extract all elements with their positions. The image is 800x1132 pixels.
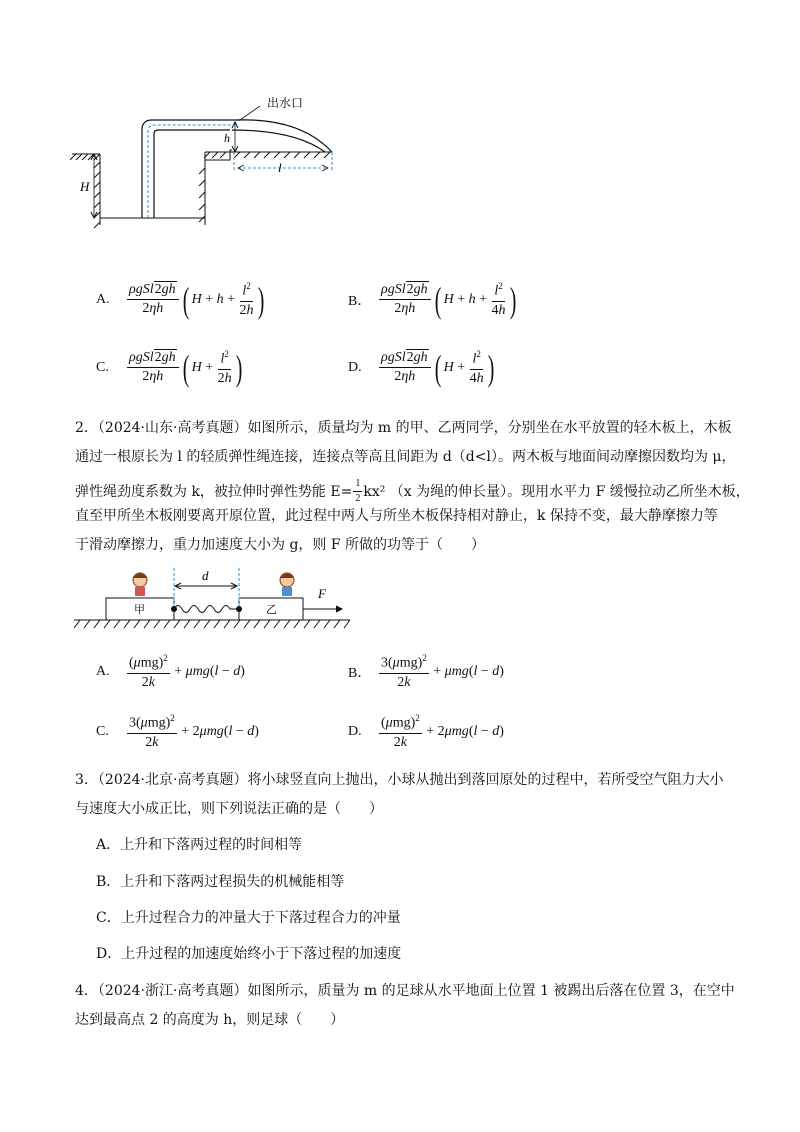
- q3-text-1: 将小球竖直向上抛出，小球从抛出到落回原处的过程中，若所受空气阻力大小: [247, 772, 724, 788]
- q1-option-d[interactable]: D. $\frac{\text{ρgSl2gh}}{2\eta h}$ ( H + $\frac{l^2}{4h}$ ): [348, 347, 494, 388]
- q1-option-b[interactable]: B． $\frac{\text{ρgSl2gh}}{2\eta h}$ ( H + h + $\frac{l^2}{4h}$ ): [348, 279, 516, 320]
- q2-text-1: 如图所示，质量均为 m 的甲、乙两同学，分别坐在水平放置的轻木板上，木板: [247, 420, 732, 436]
- student-yi-icon: [280, 573, 294, 596]
- q3-option-b[interactable]: B．上升和下落两过程损失的机械能相等: [96, 874, 345, 890]
- l-label: l: [278, 160, 282, 175]
- q2-line-3: [75, 479, 750, 504]
- q4-line-1: [75, 984, 735, 998]
- q2-line-2: 通过一根原长为 l 的轻质弹性绳连接，连接点等高且间距为 d（d<l）。两木板与地面间动摩擦因数均为 μ，: [75, 449, 736, 465]
- student-jia-icon: [133, 573, 147, 596]
- jia-label: 甲: [134, 603, 145, 616]
- q3-option-a[interactable]: A．上升和下落两过程的时间相等: [96, 837, 303, 853]
- q4-number: 4．: [75, 983, 98, 999]
- q2-option-a[interactable]: A. $\frac{(\mu mg)^2}{2k}$ + μmg ( l − d ): [96, 653, 245, 690]
- H-label: H: [80, 179, 90, 194]
- yi-label: 乙: [266, 603, 277, 616]
- q2-option-b[interactable]: B． $\frac{3(\mu mg)^2}{2k}$ + μmg ( l − d ): [348, 653, 504, 690]
- q2-text-3b: kx² （x 为绳的伸长量）。现用水平力 F 缓慢拉动乙所坐木板，: [363, 483, 750, 500]
- h-label: h: [224, 131, 230, 145]
- q1-option-a[interactable]: A. $\frac{\text{ρgSl2gh}}{2\eta h}$ ( H + h + $\frac{l^2}{2h}$ ): [96, 279, 264, 320]
- q2-line-5: 于滑动摩擦力，重力加速度大小为 g，则 F 所做的功等于（ ）: [75, 537, 486, 553]
- q2-source: （2024·山东·高考真题）: [97, 420, 248, 436]
- outlet-label: 出水口: [267, 96, 304, 110]
- F-label: F: [318, 586, 326, 601]
- q2-text-3a: 弹性绳劲度系数为 k，被拉伸时弹性势能 E=: [75, 483, 353, 500]
- boards-figure: [74, 566, 364, 632]
- q4-line-2: 达到最高点 2 的高度为 h，则足球（ ）: [75, 1012, 345, 1028]
- q3-option-c[interactable]: C．上升过程合力的冲量大于下落过程合力的冲量: [96, 910, 401, 926]
- q3-line-1: [75, 773, 723, 787]
- q2-line-1: [75, 421, 732, 435]
- q2-option-c[interactable]: C. $\frac{3(\mu mg)^2}{2k}$ + 2 μmg ( l − d ): [96, 713, 259, 750]
- q1-option-c[interactable]: C. $\frac{\text{ρgSl2gh}}{2\eta h}$ ( H + $\frac{l^2}{2h}$ ): [96, 347, 242, 388]
- q3-source: （2024·北京·高考真题）: [97, 772, 248, 788]
- q2-half-fraction: $\frac{1}{2}$: [355, 478, 361, 504]
- q2-line-4: 直至甲所坐木板刚要离开原位置，此过程中两人与所坐木板保持相对静止，k 保持不变，最大静摩擦力等: [75, 508, 718, 524]
- q2-option-d[interactable]: D. $\frac{(\mu mg)^2}{2k}$ + 2 μmg ( l − d ): [348, 713, 504, 750]
- q3-number: 3．: [75, 772, 98, 788]
- d-label: d: [202, 568, 209, 583]
- outlet-figure: [70, 90, 360, 230]
- q4-source: （2024·浙江·高考真题）: [97, 983, 248, 999]
- q2-number: 2．: [75, 420, 98, 436]
- q3-option-d[interactable]: D．上升过程的加速度始终小于下落过程的加速度: [96, 946, 402, 962]
- q4-text-1: 如图所示，质量为 m 的足球从水平地面上位置 1 被踢出后落在位置 3，在空中: [247, 983, 735, 999]
- q3-line-2: 与速度大小成正比，则下列说法正确的是（ ）: [75, 801, 383, 817]
